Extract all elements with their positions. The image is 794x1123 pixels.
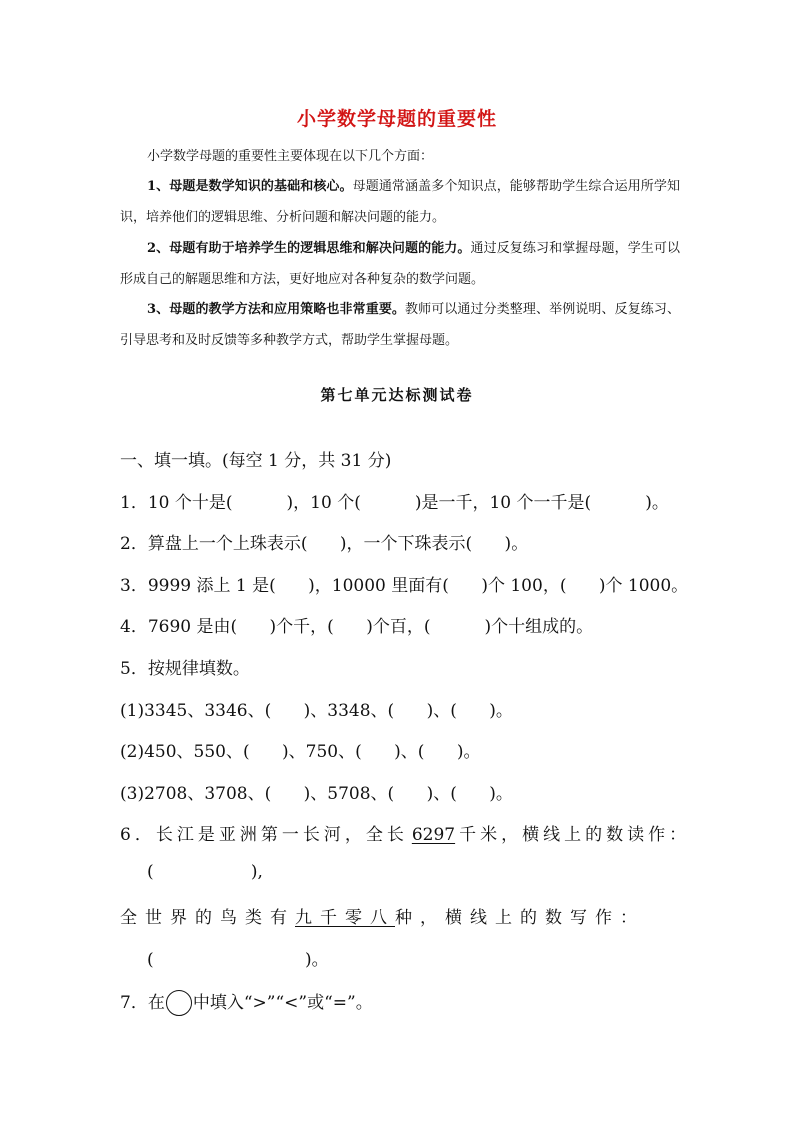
point-3-body: 教师可以通过分类整理、举例说明、反复练习、引导思考和及时反馈等多种教学方式，帮助学生掌握母题。: [120, 302, 680, 348]
question-5: 5．按规律填数。: [120, 659, 250, 679]
point-2-body: 通过反复练习和掌握母题，学生可以形成自己的解题思维和方法，更好地应对各种复杂的数学问题。: [120, 241, 680, 287]
point-1: [120, 171, 680, 233]
intro-text: 小学数学母题的重要性主要体现在以下几个方面：: [147, 149, 434, 164]
question-5-3: (3)2708、3708、( )、5708、( )、( )。: [120, 784, 513, 804]
section-1-heading: 一、填一填。(每空 1 分，共 31 分): [120, 451, 392, 471]
point-2: [120, 233, 680, 295]
question-1: 1．10 个十是( )，10 个( )是一千，10 个一千是( )。: [120, 493, 669, 513]
question-6-text-a: 6．长江是亚洲第一长河，全长: [120, 825, 408, 845]
question-6-words: 九千零八: [295, 908, 395, 928]
point-1-body: 母题通常涵盖多个知识点，能够帮助学生综合运用所学知识，培养他们的逻辑思维、分析问题和解决问题的能力。: [120, 179, 680, 225]
question-6-line-1: [120, 820, 690, 845]
question-5-1: (1)3345、3346、( )、3348、( )、( )。: [120, 701, 513, 721]
question-6-blank-1: ( ),: [147, 862, 263, 882]
test-title: 第七单元达标测试卷: [320, 386, 474, 404]
question-6-text-d: 种，横线上的数写作：: [395, 908, 645, 928]
question-7-text-a: 7．在: [120, 993, 165, 1013]
question-6-text-b: 千米，横线上的数读作：: [459, 825, 691, 845]
point-3: [120, 294, 680, 356]
question-6-number: 6297: [411, 825, 456, 845]
document-title: 小学数学母题的重要性: [296, 108, 497, 130]
circle-icon: [166, 990, 192, 1016]
question-6-blank-2: ( )。: [147, 950, 329, 970]
question-5-2: (2)450、550、( )、750、( )、( )。: [120, 742, 481, 762]
question-7: [120, 988, 373, 1016]
question-3: 3．9999 添上 1 是( )，10000 里面有( )个 100，( )个 1000。: [120, 576, 689, 596]
point-2-heading: 2、母题有助于培养学生的逻辑思维和解决问题的能力。: [147, 241, 471, 256]
question-2: 2．算盘上一个上珠表示( )，一个下珠表示( )。: [120, 534, 529, 554]
question-7-text-b: 中填入“>”“<”或“=”。: [192, 993, 373, 1013]
point-1-heading: 1、母题是数学知识的基础和核心。: [147, 179, 353, 194]
question-4: 4．7690 是由( )个千，( )个百，( )个十组成的。: [120, 617, 594, 637]
question-6-text-c: 全世界的鸟类有: [120, 908, 295, 928]
point-3-heading: 3、母题的教学方法和应用策略也非常重要。: [147, 302, 406, 317]
question-6-line-2: [120, 903, 645, 928]
